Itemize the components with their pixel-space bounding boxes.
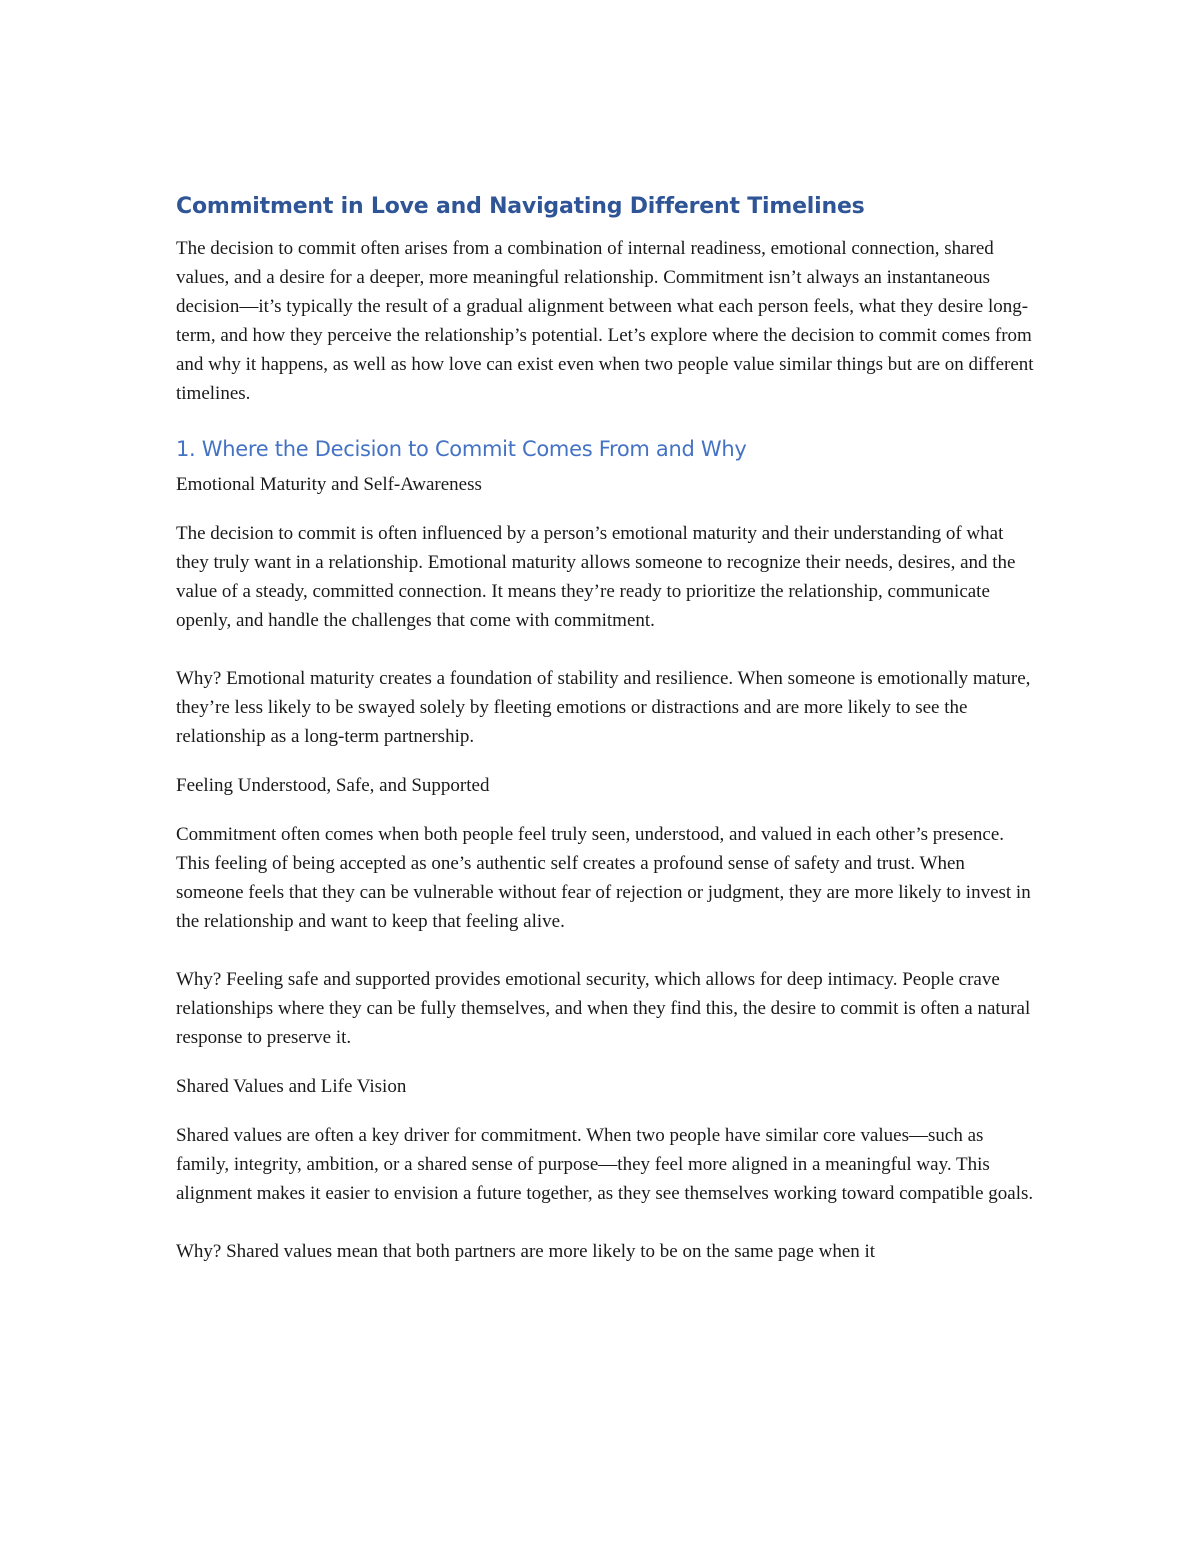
- paragraph-emotional-maturity: The decision to commit is often influenced by a person’s emotional maturity and their understanding of what they truly want in a relationship. Emotional maturity allows someone to recognize their needs, desires, and the value of a steady, committed connection. It means they’re ready to prioritize the relationship, communicate openly, and handle the challenges that come with commitment.: [176, 523, 1016, 631]
- paragraph-emotional-maturity-why: Why? Emotional maturity creates a foundation of stability and resilience. When someone is emotionally mature, they’re less likely to be swayed solely by fleeting emotions or distractions and are more likely to see the relationship as a long-term partnership.: [176, 668, 1031, 747]
- subheading-understood-safe: Feeling Understood, Safe, and Supported: [176, 775, 490, 796]
- paragraph-understood-safe: Commitment often comes when both people feel truly seen, understood, and valued in each other’s presence. This feeling of being accepted as one’s authentic self creates a profound sense of safety and trust. When someone feels that they can be vulnerable without fear of rejection or judgment, they are more likely to invest in the relationship and want to keep that feeling alive.: [176, 824, 1031, 932]
- section-1-heading: 1. Where the Decision to Commit Comes From and Why: [176, 437, 747, 461]
- document-body: [176, 190, 1036, 1266]
- document-title: Commitment in Love and Navigating Different Timelines: [176, 194, 865, 219]
- paragraph-shared-values-why: Why? Shared values mean that both partners are more likely to be on the same page when it: [176, 1241, 876, 1262]
- paragraph-understood-safe-why: Why? Feeling safe and supported provides emotional security, which allows for deep intimacy. People crave relationships where they can be fully themselves, and when they find this, the desire to commit is often a natural response to preserve it.: [176, 969, 1031, 1048]
- subheading-emotional-maturity: Emotional Maturity and Self-Awareness: [176, 474, 482, 495]
- intro-paragraph: The decision to commit often arises from a combination of internal readiness, emotional connection, shared values, and a desire for a deeper, more meaningful relationship. Commitment isn’t always an instantaneous decision—it’s typically the result of a gradual alignment between what each person feels, what they desire long-term, and how they perceive the relationship’s potential. Let’s explore where the decision to commit comes from and why it happens, as well as how love can exist even when two people value similar things but are on different timelines.: [176, 238, 1034, 404]
- paragraph-shared-values: Shared values are often a key driver for commitment. When two people have similar core values—such as family, integrity, ambition, or a shared sense of purpose—they feel more aligned in a meaningful way. This alignment makes it easier to envision a future together, as they see themselves working toward compatible goals.: [176, 1125, 1034, 1204]
- subheading-shared-values: Shared Values and Life Vision: [176, 1076, 407, 1097]
